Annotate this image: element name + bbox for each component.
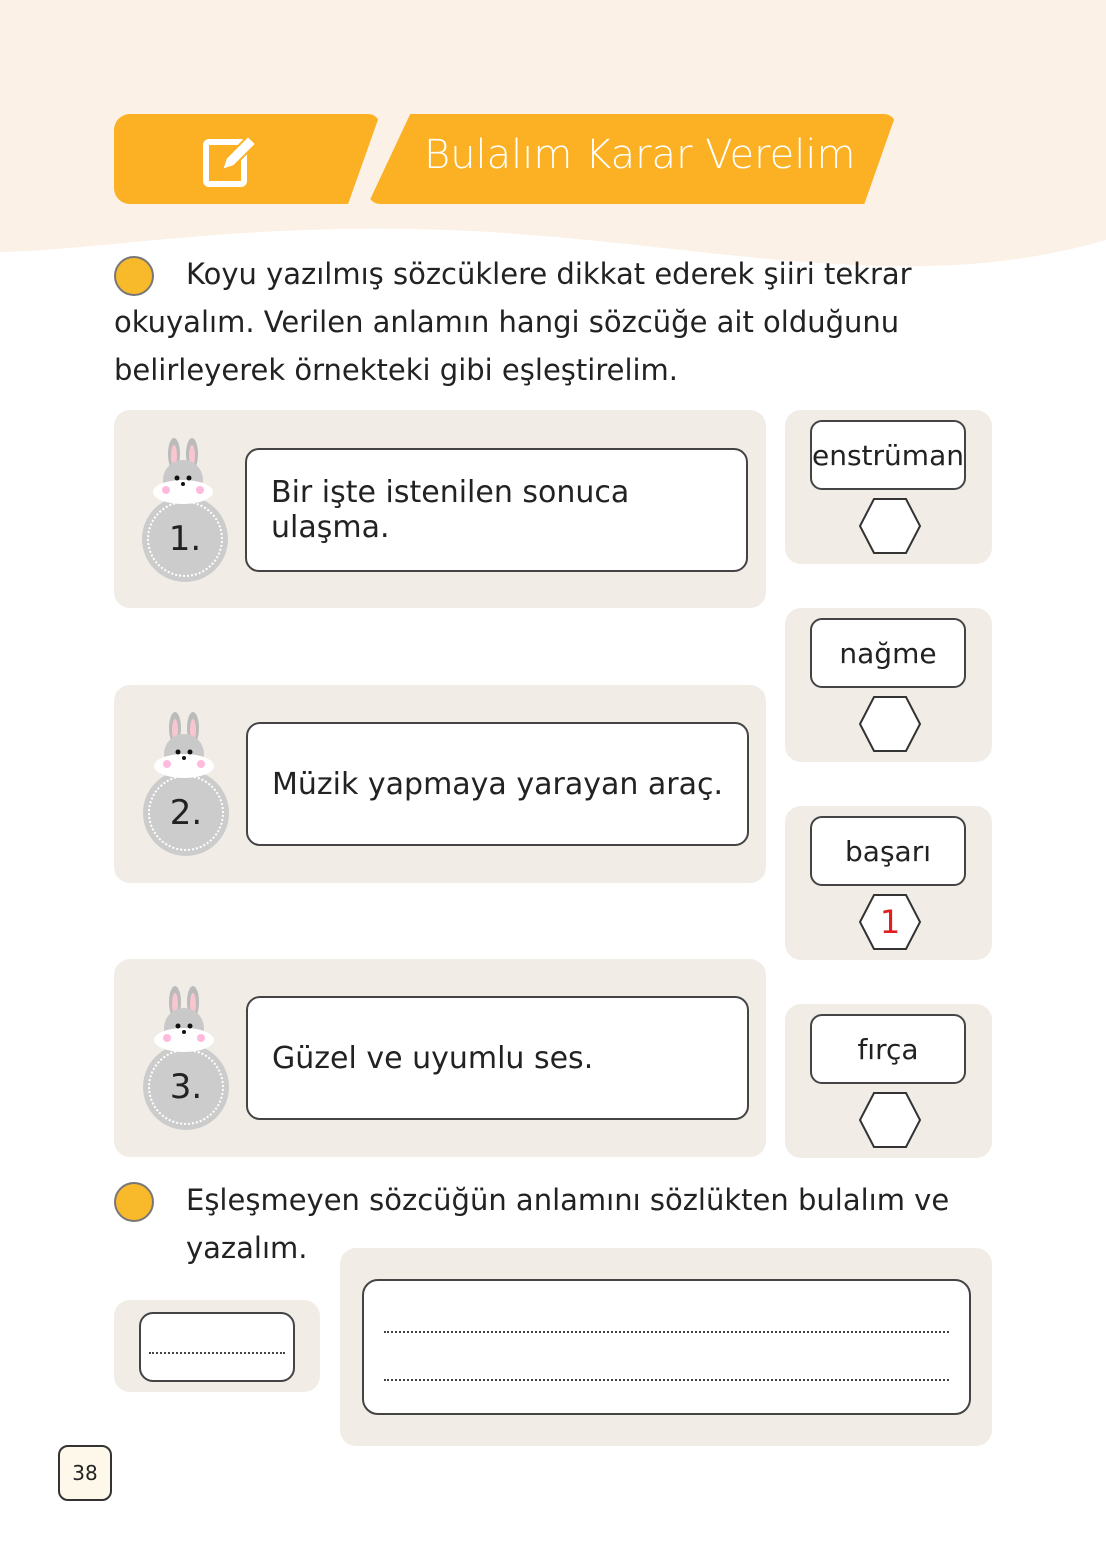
definition-box: Müzik yapmaya yarayan araç. xyxy=(246,722,749,846)
meaning-answer-field[interactable] xyxy=(362,1279,971,1415)
number-label: 3. xyxy=(169,1067,203,1107)
answer-value xyxy=(858,497,922,555)
number-label: 1. xyxy=(168,519,202,559)
word-answer-field[interactable] xyxy=(139,1312,295,1382)
word-label: fırça xyxy=(810,1014,966,1084)
bunny-icon xyxy=(151,984,217,1054)
number-label: 2. xyxy=(169,793,203,833)
definition-box: Bir işte istenilen sonuca ulaşma. xyxy=(245,448,748,572)
page-title: Bulalım Karar Verelim xyxy=(424,132,856,178)
bunny-icon xyxy=(150,436,216,506)
page-number: 38 xyxy=(58,1445,112,1501)
definition-box: Güzel ve uyumlu ses. xyxy=(246,996,749,1120)
answer-value xyxy=(858,1091,922,1149)
word-label: nağme xyxy=(810,618,966,688)
bunny-icon xyxy=(151,710,217,780)
number-medal xyxy=(143,770,229,856)
word-label: enstrüman xyxy=(810,420,966,490)
number-medal xyxy=(142,496,228,582)
bullet-icon xyxy=(114,1182,154,1222)
answer-value: 1 xyxy=(879,903,901,941)
edit-icon xyxy=(200,128,260,190)
instruction-text: Koyu yazılmış sözcüklere dikkat ederek şiiri tekrar okuyalım. Verilen anlamın hangi sözcüğe ait olduğunu belirleyerek örnekteki gibi eşleştirelim. xyxy=(114,257,912,387)
instruction-text-2: Eşleşmeyen sözcüğün anlamını sözlükten bulalım ve yazalım. xyxy=(186,1183,950,1265)
number-medal xyxy=(143,1044,229,1130)
word-label: başarı xyxy=(810,816,966,886)
answer-value xyxy=(858,695,922,753)
